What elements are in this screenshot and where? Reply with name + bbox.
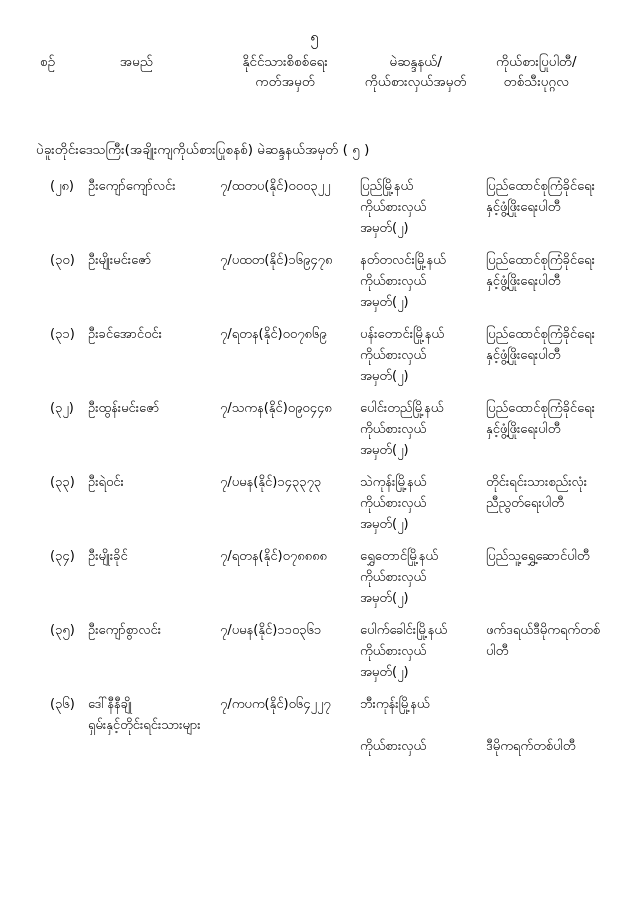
row-constituency-line3: အမှတ်(၂) (360, 443, 409, 458)
row-name (84, 694, 218, 757)
column-header-nrc-line1: နိုင်င်သားစိစစ်ရေး (242, 54, 328, 70)
row-party-line2: ညီညွတ်ရေးပါတီ (486, 496, 564, 511)
row-constituency-line2: ကိုယ်စားလှယ် (360, 348, 427, 363)
row-party-line1: ပြည်သူ့ရွှေ့ဆောင်ပါတီ (486, 549, 590, 564)
row-party (484, 472, 616, 535)
row-name (84, 620, 218, 683)
row-name (84, 546, 218, 609)
row-name-line2: ရှမ်းနှင့်တိုင်းရင်းသားများ (88, 718, 201, 733)
row-party (484, 398, 616, 461)
row-nrc: ၇/ပမန(နိုင်)၁၁၀၃၆၁ (220, 623, 322, 638)
row-party-spacer-1 (486, 694, 616, 715)
row-constituency (358, 324, 484, 387)
row-constituency (358, 398, 484, 461)
row-name (84, 472, 218, 535)
row-constituency-line1: ပေါင်းတည်မြို့နယ် (360, 401, 444, 416)
row-party (484, 546, 616, 609)
row-name (84, 176, 218, 239)
column-header-nrc-line2: ကတ်အမှတ် (255, 74, 315, 90)
row-constituency-line3: အမှတ်(၂) (360, 295, 409, 310)
row-nrc: ၇/ထတပ(နိုင်)၀၀၀၃၂၂ (220, 179, 331, 194)
row-name (84, 250, 218, 313)
row-no: (၃၆) (50, 697, 75, 712)
row-no: (၃၁) (50, 327, 75, 342)
row-party-spacer-2 (486, 715, 616, 736)
row-constituency-line3: ကိုယ်စားလှယ် (360, 739, 427, 754)
row-nrc: ၇/ပထတ(နိုင်)၁၆၉၄၇၈ (220, 253, 333, 268)
column-header-constituency (355, 52, 477, 92)
row-party-line1: ဖက်ဒရယ်ဒီမိုကရက်တစ် (486, 623, 601, 638)
row-constituency-line2: ကိုယ်စားလှယ် (360, 200, 427, 215)
row-constituency-line3: အမှတ်(၂) (360, 665, 409, 680)
row-no: (၃၄) (50, 549, 75, 564)
row-name-line1: ဦးမျိုးခိုင် (88, 549, 128, 564)
column-header-constituency-line2: ကိုယ်စားလှယ်အမှတ် (364, 74, 467, 90)
row-name-line1: ဦးရဲဝင်း (88, 475, 124, 490)
row-nrc: ၇/ရတန(နိုင်)၀၇၈၈၈၈ (220, 549, 327, 564)
column-header-party (476, 52, 596, 92)
row-party (484, 620, 616, 683)
table-row (36, 546, 616, 609)
row-name-line1: ဦးထွန်းမင်းဇော် (88, 401, 160, 416)
row-constituency-line2: ကိုယ်စားလှယ် (360, 422, 427, 437)
page-number: ၅ (310, 28, 319, 46)
row-constituency-line2: ကိုယ်စားလှယ် (360, 274, 427, 289)
row-nrc: ၇/သကန(နိုင်)၀၉၀၄၄၈ (220, 401, 332, 416)
row-no: (၂၈) (50, 179, 74, 194)
row-constituency-line1: သဲကုန်းမြို့နယ် (360, 475, 427, 490)
row-constituency-line1: ပန်းတောင်းမြို့နယ် (360, 327, 444, 342)
table-row (36, 472, 616, 535)
row-party-line1: ပြည်ထောင်စုကြံခိုင်ရေး (486, 253, 595, 268)
row-party-line2: ပါတီ (486, 644, 509, 659)
row-constituency-line1: ဘီးကုန်းမြို့နယ် (360, 697, 430, 712)
row-constituency (358, 250, 484, 313)
row-party-line1: ပြည်ထောင်စုကြံခိုင်ရေး (486, 179, 595, 194)
row-constituency-line1: ပြည်မြို့နယ် (360, 179, 414, 194)
table-row (36, 250, 616, 313)
row-constituency-line3: အမှတ်(၂) (360, 517, 409, 532)
row-constituency (358, 546, 484, 609)
row-constituency (358, 472, 484, 535)
column-header-name (98, 52, 216, 92)
section-title: ပဲခူးတိုင်းဒေသကြီး(အချိုးကျကိုယ်စားပြုစနစ်) မဲဆန္ဒနယ်အမှတ် ( ၅ ) (36, 142, 370, 158)
row-party-line2: နှင့်ဖွံ့ဖြိုးရေးပါတီ (486, 200, 561, 215)
row-party (484, 250, 616, 313)
row-party-line1: ပြည်ထောင်စုကြံခိုင်ရေး (486, 327, 595, 342)
row-constituency-line1: နတ်တလင်းမြို့နယ် (360, 253, 446, 268)
row-no: (၃၃) (50, 475, 75, 490)
table-row (36, 694, 616, 757)
column-header-party-line2: တစ်သီးပုဂ္ဂလ (503, 74, 569, 90)
row-no: (၃၂) (50, 401, 74, 416)
row-nrc: ၇/ကပက(နိုင်)၀၆၄၂၂၇ (220, 697, 331, 712)
row-constituency-line3: အမှတ်(၂) (360, 591, 409, 606)
row-constituency (358, 694, 484, 757)
column-header-constituency-line1: မဲဆန္ဒနယ်/ (389, 54, 442, 70)
table-row (36, 398, 616, 461)
row-party (484, 694, 616, 757)
table-header-row (36, 52, 596, 92)
row-party-line2: နှင့်ဖွံ့ဖြိုးရေးပါတီ (486, 274, 561, 289)
row-name-line1: ဦးခင်အောင်ဝင်း (88, 327, 162, 342)
row-party-line2: နှင့်ဖွံ့ဖြိုးရေးပါတီ (486, 422, 561, 437)
row-no: (၃၀) (50, 253, 75, 268)
row-constituency-line3: အမှတ်(၂) (360, 221, 409, 236)
row-nrc: ၇/ရတန(နိုင်)၀၀၇၈၆၉ (220, 327, 327, 342)
row-constituency-line2: ကိုယ်စားလှယ် (360, 496, 427, 511)
row-constituency-line1: ရွှေတောင်မြို့နယ် (360, 549, 439, 564)
row-name (84, 324, 218, 387)
row-party-line1: တိုင်းရင်းသားစည်းလုံး (486, 475, 588, 490)
row-party (484, 324, 616, 387)
row-nrc: ၇/ပမန(နိုင်)၁၄၃၃၇၃ (220, 475, 322, 490)
row-constituency-line3: အမှတ်(၂) (360, 369, 409, 384)
row-no: (၃၅) (50, 623, 75, 638)
table-row (36, 620, 616, 683)
row-constituency-line1: ပေါက်ခေါင်းမြို့နယ် (360, 623, 448, 638)
row-name (84, 398, 218, 461)
row-constituency-line2: ကိုယ်စားလှယ် (360, 644, 427, 659)
row-constituency-spacer (360, 715, 484, 736)
row-name-line1: ဒေါ်နီနီချို (88, 697, 132, 712)
row-name-line1: ဦးမျိုးမင်းဇော် (88, 253, 152, 268)
column-header-nrc (215, 52, 354, 92)
row-constituency (358, 620, 484, 683)
row-constituency (358, 176, 484, 239)
column-header-no (36, 52, 98, 92)
column-header-name-line1: အမည် (119, 54, 153, 70)
column-header-no-line1: စဉ် (40, 54, 56, 70)
table-row (36, 176, 616, 239)
row-name-line1: ဦးကျော်စွာလင်း (88, 623, 162, 638)
row-name-line1: ဦးကျော်ကျော်လင်း (88, 179, 176, 194)
row-party-line2: နှင့်ဖွံ့ဖြိုးရေးပါတီ (486, 348, 561, 363)
table-body (36, 176, 616, 768)
table-row (36, 324, 616, 387)
row-party (484, 176, 616, 239)
column-header-party-line1: ကိုယ်စားပြုပါတီ/ (495, 54, 577, 70)
row-constituency-line2: ကိုယ်စားလှယ် (360, 570, 427, 585)
row-party-line1: ပြည်ထောင်စုကြံခိုင်ရေး (486, 401, 595, 416)
row-party-line3: ဒီမိုကရက်တစ်ပါတီ (486, 739, 576, 754)
